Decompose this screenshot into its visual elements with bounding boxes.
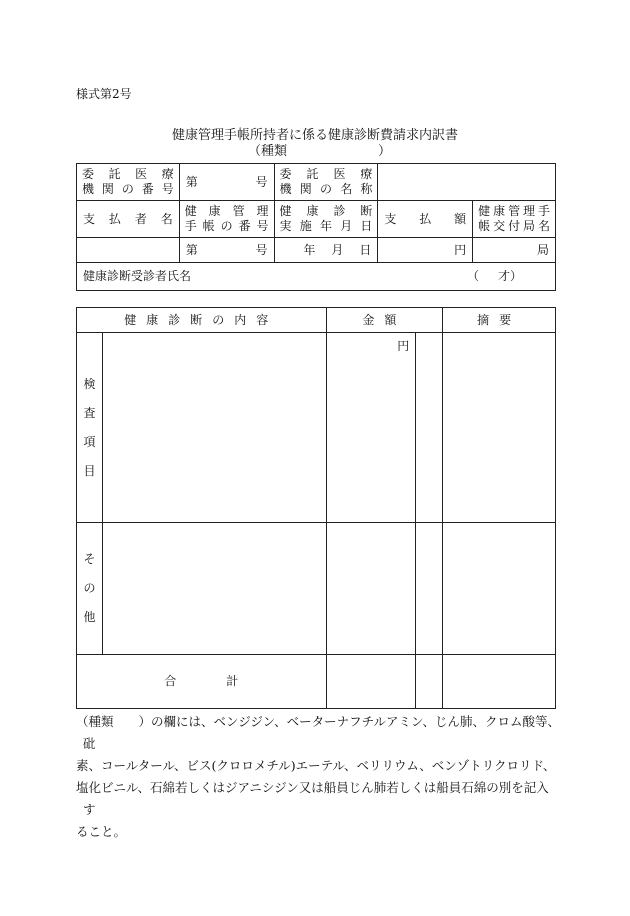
exam-items-label: 検 査 項 目: [77, 333, 103, 523]
age-open: （: [467, 269, 480, 283]
label-line: 実施年月日: [279, 219, 373, 233]
total-amount: [326, 655, 416, 709]
label-line: 手帳の番号: [184, 219, 269, 233]
org-number-cell: [179, 164, 274, 201]
payment-amount-value: 円: [378, 238, 473, 263]
exam-date-value: [274, 238, 378, 263]
form-number: 様式第2号: [76, 87, 132, 101]
handbook-number-value: [179, 238, 274, 263]
exam-items-content: [102, 333, 326, 523]
label-line: 機関の名称: [279, 182, 373, 196]
label-line: 委託医療: [279, 167, 373, 181]
date-month: 月: [331, 242, 344, 257]
issuing-office-label: [473, 201, 556, 238]
label-line: 健康管理手: [478, 204, 550, 218]
amount-header: 金額: [326, 308, 443, 333]
total-label: 合 計: [77, 655, 327, 709]
date-day: 日: [359, 242, 372, 257]
other-amount-small: [416, 523, 443, 655]
note-line: （種類 ）の欄には、ベンジジン、ベーターナフチルアミン、じん肺、クロム酸等、砒: [76, 714, 560, 751]
other-remarks: [443, 523, 556, 655]
handbook-number-label: [179, 201, 274, 238]
number-suffix: 号: [255, 174, 268, 189]
examinee-name-label: 健康診断受診者氏名: [83, 269, 192, 283]
type-open: （種類: [248, 144, 288, 159]
commissioned-org-number-label: [77, 164, 180, 201]
type-close: ）: [378, 144, 392, 159]
content-header: 健康診断の内容: [77, 308, 327, 333]
note: [76, 711, 560, 843]
exam-date-label: [274, 201, 378, 238]
age-suffix: 才）: [498, 269, 523, 283]
label-line: 帳交付局名: [478, 219, 550, 233]
exam-items-amount-small: [416, 333, 443, 523]
header-table: [76, 163, 556, 291]
other-amount: [326, 523, 416, 655]
examinee-row: [77, 263, 556, 291]
issuing-office-value: 局: [473, 238, 556, 263]
label-line: 健康管理: [184, 204, 269, 218]
payment-amount-label: 支払額: [378, 201, 473, 238]
note-line: 塩化ビニル、石綿若しくはジアニシジン又は船員じん肺若しくは船員石綿の別を記入す: [76, 780, 549, 817]
org-name-value: [378, 164, 556, 201]
commissioned-org-name-label: [274, 164, 378, 201]
type-line: [248, 140, 392, 159]
payer-name-value: [77, 238, 180, 263]
note-line: ること。: [76, 824, 127, 839]
total-remarks: [443, 655, 556, 709]
other-content: [102, 523, 326, 655]
number-prefix: 第: [185, 174, 198, 189]
document-title: 健康管理手帳所持者に係る健康診断費請求内訳書: [171, 128, 458, 143]
total-amount-small: [416, 655, 443, 709]
exam-items-remarks: [443, 333, 556, 523]
label-line: 機関の番号: [82, 182, 174, 196]
payer-name-label: 支払者名: [77, 201, 180, 238]
remarks-header: 摘要: [443, 308, 556, 333]
date-year: 年: [303, 242, 316, 257]
detail-table: [76, 307, 556, 709]
number-prefix: 第: [185, 242, 198, 257]
number-suffix: 号: [255, 242, 268, 257]
note-line: 素、コールタール、ビス(クロロメチル)エーテル、ベリリウム、ベンゾトリクロリド、: [76, 758, 556, 773]
exam-items-amount: 円: [326, 333, 416, 523]
other-label: そ の 他: [77, 523, 103, 655]
label-line: 委託医療: [82, 167, 174, 181]
label-line: 健康診断: [279, 204, 373, 218]
